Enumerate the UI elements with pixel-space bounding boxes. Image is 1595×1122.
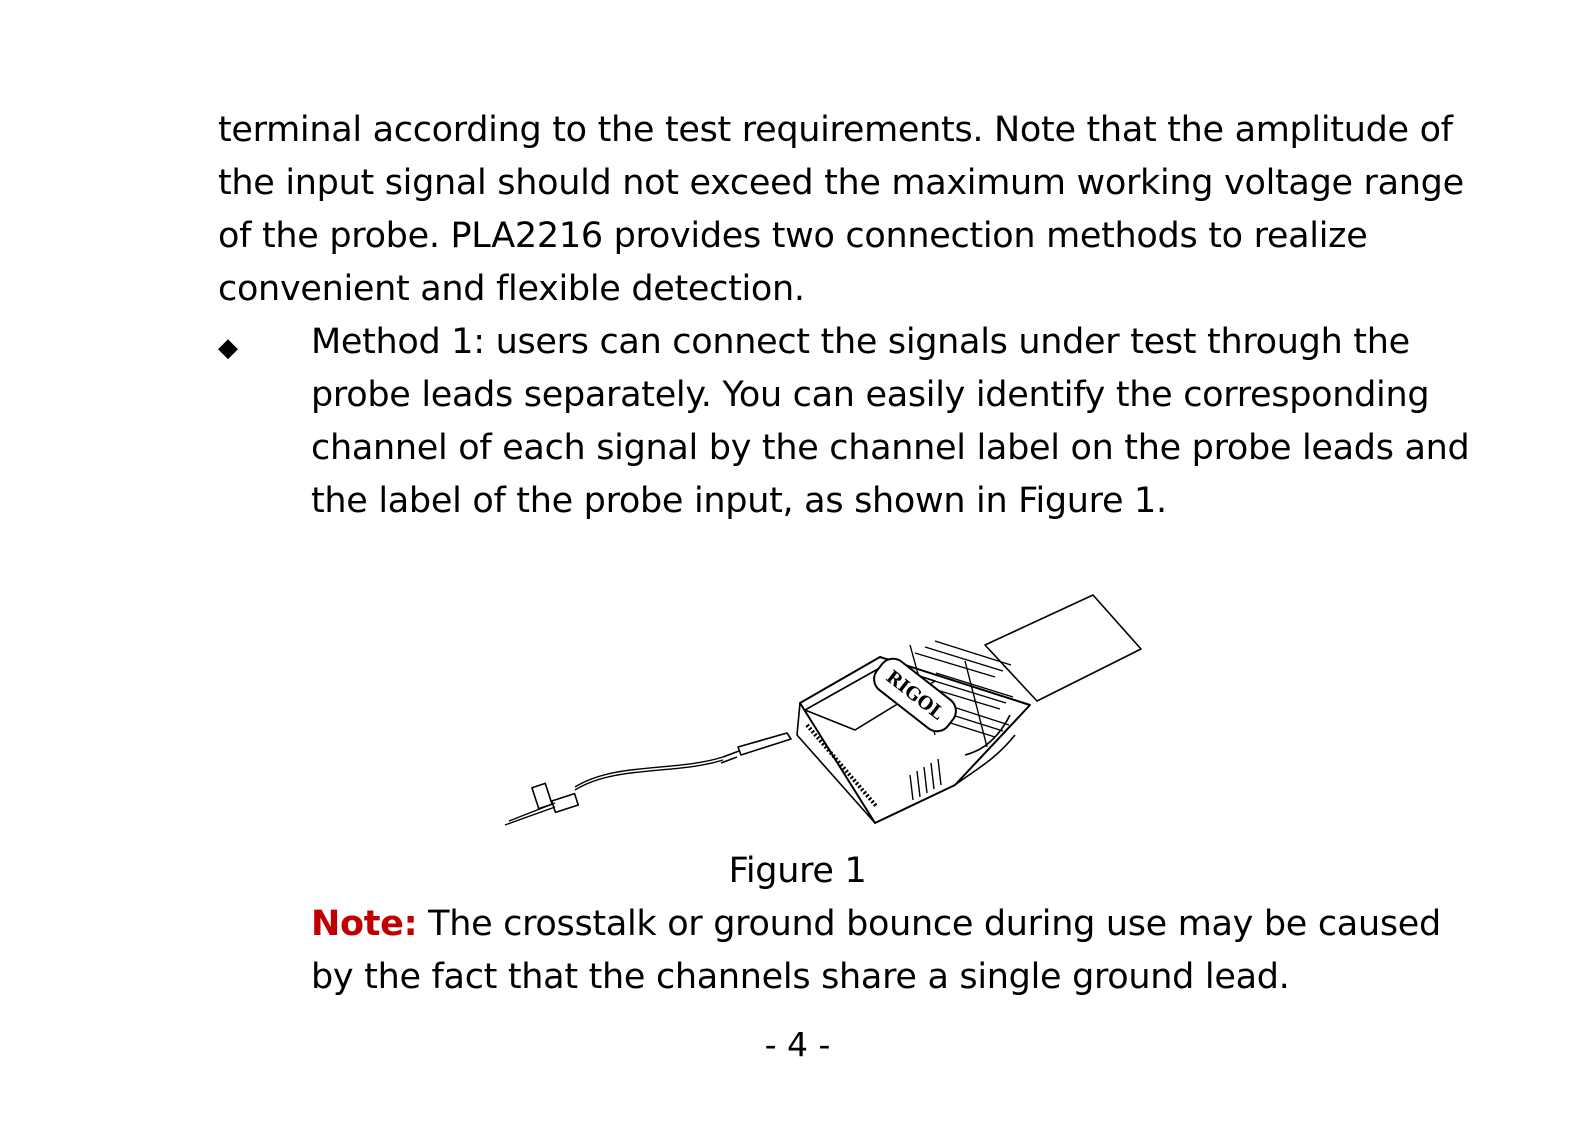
- logic-probe-icon: [495, 585, 1155, 835]
- diamond-bullet-icon: ◆: [218, 333, 238, 363]
- note-paragraph: [311, 898, 1491, 1004]
- figure-caption: Figure 1: [728, 851, 867, 891]
- figure-1-illustration: [495, 585, 1155, 835]
- note-label: Note:: [311, 904, 418, 944]
- brand-label: RIGOL: [881, 666, 948, 725]
- bullet-text: Method 1: users can connect the signals under test through the probe leads separately. You can easily identify the corresponding channel of each signal by the channel label on the probe leads and the label of the probe input, as shown in Figure 1.: [311, 322, 1470, 521]
- note-text: The crosstalk or ground bounce during use may be caused by the fact that the channels share a single ground lead.: [311, 904, 1441, 997]
- intro-paragraph: terminal according to the test requirements. Note that the amplitude of the input signal should not exceed the maximum working voltage range of the probe. PLA2216 provides two connection methods to realize convenient and flexible detection.: [218, 110, 1464, 309]
- page-number: - 4 -: [764, 1025, 831, 1064]
